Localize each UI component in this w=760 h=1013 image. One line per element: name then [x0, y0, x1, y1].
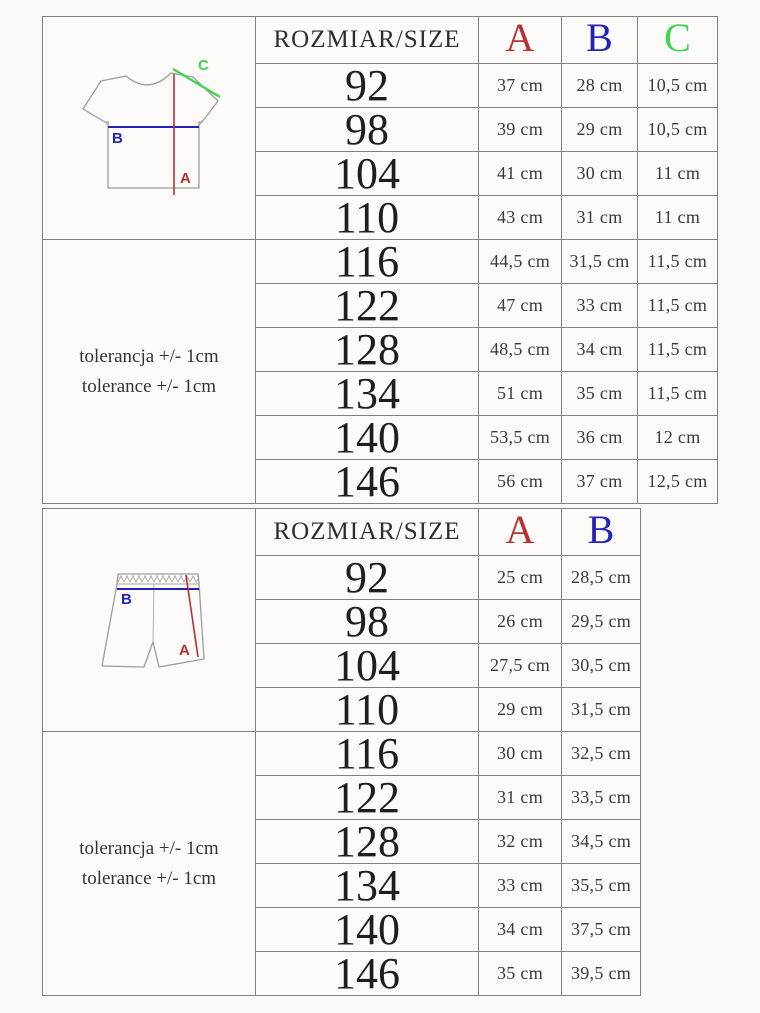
measurement-cell-a: 27,5 cm — [479, 644, 562, 688]
size-cell: 104 — [256, 152, 479, 196]
column-header-a: A — [479, 17, 562, 64]
measurement-cell-a: 32 cm — [479, 820, 562, 864]
measurement-cell-b: 28,5 cm — [562, 556, 641, 600]
size-cell: 146 — [256, 952, 479, 996]
measurement-cell-a: 53,5 cm — [479, 416, 562, 460]
size-cell: 116 — [256, 732, 479, 776]
shorts-tolerance-cell — [43, 732, 256, 996]
diagram-label-a: A — [179, 642, 190, 659]
size-cell: 146 — [256, 460, 479, 504]
tolerance-line-en: tolerance +/- 1cm — [81, 375, 217, 397]
measurement-cell-c: 11 cm — [638, 152, 718, 196]
measurement-cell-c: 12,5 cm — [638, 460, 718, 504]
measurement-cell-b: 39,5 cm — [562, 952, 641, 996]
measurement-cell-b: 37 cm — [562, 460, 638, 504]
measurement-cell-b: 29,5 cm — [562, 600, 641, 644]
measurement-cell-a: 31 cm — [479, 776, 562, 820]
shirt-tolerance-cell — [43, 240, 256, 504]
size-cell: 116 — [256, 240, 479, 284]
measurement-cell-b: 30 cm — [562, 152, 638, 196]
measurement-cell-b: 33 cm — [562, 284, 638, 328]
measurement-cell-a: 29 cm — [479, 688, 562, 732]
shirt-size-table — [42, 16, 718, 504]
measurement-cell-c: 11,5 cm — [638, 240, 718, 284]
measurement-cell-c: 12 cm — [638, 416, 718, 460]
measurement-cell-b: 30,5 cm — [562, 644, 641, 688]
measurement-cell-a: 39 cm — [479, 108, 562, 152]
measurement-cell-c: 11,5 cm — [638, 372, 718, 416]
size-cell: 140 — [256, 416, 479, 460]
size-cell: 92 — [256, 556, 479, 600]
column-header-a: A — [479, 509, 562, 556]
diagram-label-c: C — [198, 57, 209, 74]
measurement-cell-b: 35,5 cm — [562, 864, 641, 908]
measurement-cell-b: 35 cm — [562, 372, 638, 416]
size-cell: 104 — [256, 644, 479, 688]
tshirt-diagram — [43, 17, 255, 239]
diagram-label-b: B — [121, 591, 132, 608]
diagram-label-a: A — [180, 170, 191, 187]
measurement-cell-b: 34,5 cm — [562, 820, 641, 864]
size-cell: 128 — [256, 328, 479, 372]
measurement-cell-a: 34 cm — [479, 908, 562, 952]
measurement-cell-c: 11,5 cm — [638, 284, 718, 328]
measurement-cell-b: 33,5 cm — [562, 776, 641, 820]
measurement-cell-b: 31 cm — [562, 196, 638, 240]
measurement-cell-b: 36 cm — [562, 416, 638, 460]
measurement-cell-a: 33 cm — [479, 864, 562, 908]
measurement-cell-a: 47 cm — [479, 284, 562, 328]
measurement-cell-b: 31,5 cm — [562, 688, 641, 732]
column-header-c: C — [638, 17, 718, 64]
size-cell: 134 — [256, 372, 479, 416]
measurement-cell-a: 48,5 cm — [479, 328, 562, 372]
shorts-diagram-cell — [43, 509, 256, 732]
shorts-diagram — [43, 509, 255, 731]
size-chart-sheet — [42, 16, 718, 996]
measurement-cell-c: 11,5 cm — [638, 328, 718, 372]
measurement-cell-b: 34 cm — [562, 328, 638, 372]
measurement-cell-c: 10,5 cm — [638, 108, 718, 152]
measurement-cell-a: 26 cm — [479, 600, 562, 644]
measurement-cell-a: 51 cm — [479, 372, 562, 416]
size-cell: 140 — [256, 908, 479, 952]
diagram-label-b: B — [112, 130, 123, 147]
measurement-cell-a: 30 cm — [479, 732, 562, 776]
measurement-cell-a: 25 cm — [479, 556, 562, 600]
size-cell: 92 — [256, 64, 479, 108]
measurement-cell-a: 35 cm — [479, 952, 562, 996]
measurement-cell-b: 31,5 cm — [562, 240, 638, 284]
size-cell: 128 — [256, 820, 479, 864]
measurement-cell-b: 37,5 cm — [562, 908, 641, 952]
size-cell: 98 — [256, 600, 479, 644]
measurement-cell-b: 28 cm — [562, 64, 638, 108]
size-column-header: ROZMIAR/SIZE — [256, 509, 479, 556]
measurement-cell-a: 44,5 cm — [479, 240, 562, 284]
size-cell: 110 — [256, 688, 479, 732]
shorts-size-table — [42, 508, 641, 996]
tolerance-line-pl: tolerancja +/- 1cm — [79, 838, 219, 860]
measurement-cell-a: 37 cm — [479, 64, 562, 108]
size-column-header: ROZMIAR/SIZE — [256, 17, 479, 64]
measurement-cell-c: 11 cm — [638, 196, 718, 240]
size-cell: 134 — [256, 864, 479, 908]
measurement-cell-a: 41 cm — [479, 152, 562, 196]
shirt-diagram-cell — [43, 17, 256, 240]
measurement-cell-a: 56 cm — [479, 460, 562, 504]
size-cell: 122 — [256, 284, 479, 328]
measurement-cell-c: 10,5 cm — [638, 64, 718, 108]
column-header-b: B — [562, 17, 638, 64]
measurement-cell-b: 32,5 cm — [562, 732, 641, 776]
size-cell: 122 — [256, 776, 479, 820]
tolerance-line-en: tolerance +/- 1cm — [81, 867, 217, 889]
size-cell: 98 — [256, 108, 479, 152]
size-cell: 110 — [256, 196, 479, 240]
measurement-cell-a: 43 cm — [479, 196, 562, 240]
column-header-b: B — [562, 509, 641, 556]
measurement-cell-b: 29 cm — [562, 108, 638, 152]
tolerance-line-pl: tolerancja +/- 1cm — [79, 346, 219, 368]
